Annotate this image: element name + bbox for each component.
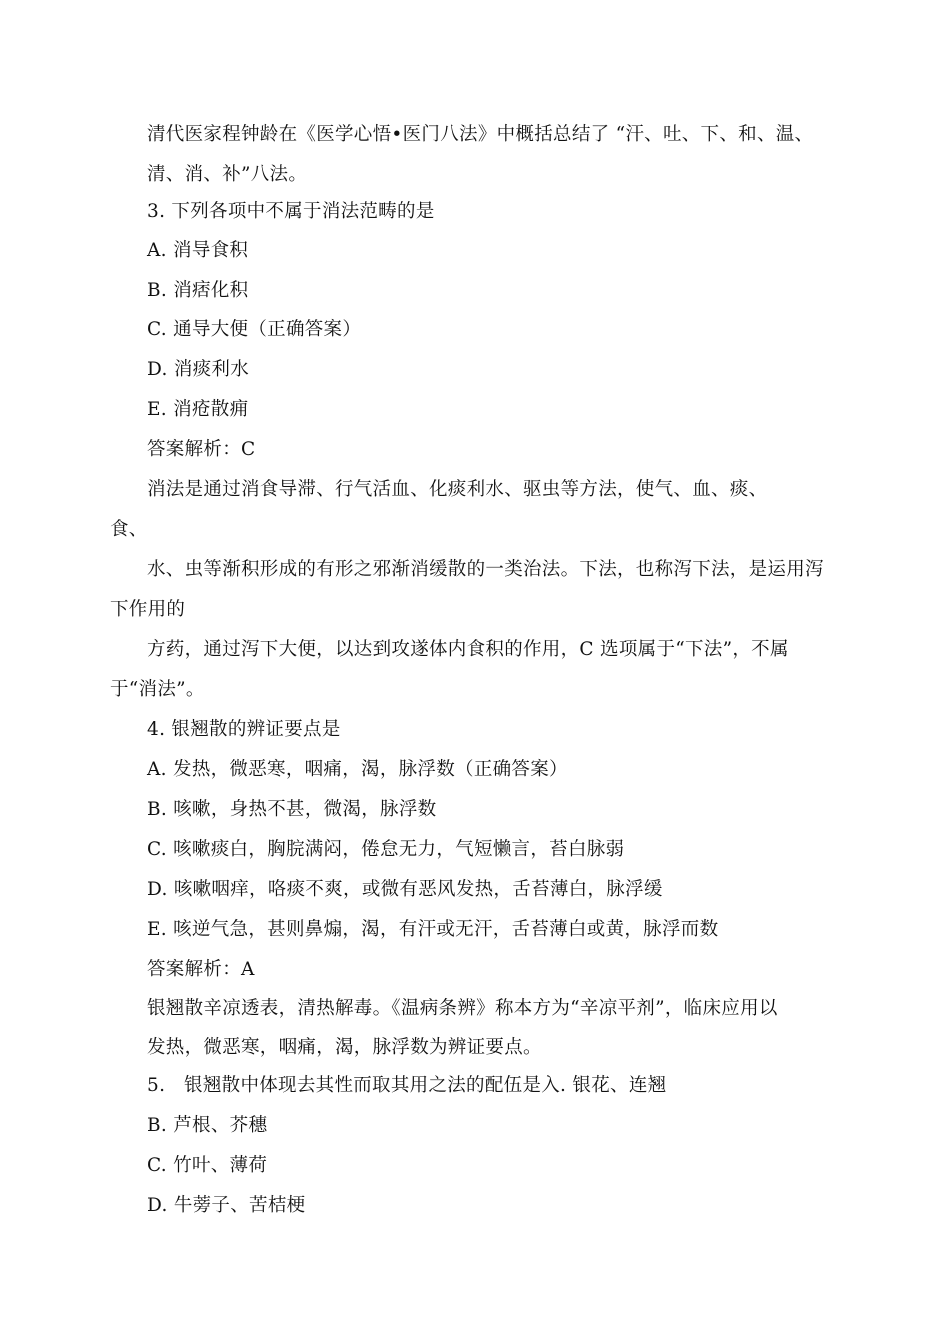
option-c: C. 咳嗽痰白，胸脘满闷，倦怠无力，气短懒言，苔白脉弱 bbox=[147, 839, 625, 860]
question-3-stem: 3. 下列各项中不属于消法范畴的是 bbox=[147, 201, 435, 222]
explanation-line: 下作用的 bbox=[110, 599, 186, 620]
text-line: 清代医家程钟龄在《医学心悟•医门八法》中概括总结了 “汗、吐、下、和、温、 bbox=[147, 124, 814, 145]
answer-label: 答案解析：A bbox=[147, 959, 255, 980]
explanation-line: 发热，微恶寒，咽痛，渴，脉浮数为辨证要点。 bbox=[147, 1037, 542, 1058]
option-e: E. 咳逆气急，甚则鼻煽，渴，有汗或无汗，舌苔薄白或黄，脉浮而数 bbox=[147, 919, 719, 940]
explanation-line: 方药，通过泻下大便，以达到攻遂体内食积的作用，C 选项属于“下法”，不属 bbox=[147, 639, 789, 660]
question-5-stem: 5. 银翘散中体现去其性而取其用之法的配伍是入. 银花、连翘 bbox=[147, 1075, 667, 1096]
option-d: D. 消痰利水 bbox=[147, 359, 250, 380]
option-b: B. 消痞化积 bbox=[147, 280, 249, 301]
option-a: A. 发热，微恶寒，咽痛，渴，脉浮数（正确答案） bbox=[147, 759, 568, 780]
explanation-line: 食、 bbox=[110, 519, 148, 540]
answer-label: 答案解析：C bbox=[147, 439, 256, 460]
option-b: B. 咳嗽，身热不甚，微渴，脉浮数 bbox=[147, 799, 437, 820]
option-d: D. 牛蒡子、苦桔梗 bbox=[147, 1195, 306, 1216]
option-d: D. 咳嗽咽痒，咯痰不爽，或微有恶风发热，舌苔薄白，脉浮缓 bbox=[147, 879, 663, 900]
text-line: 清、消、补”八法。 bbox=[147, 164, 308, 185]
option-c: C. 竹叶、薄荷 bbox=[147, 1155, 268, 1176]
explanation-line: 水、虫等渐积形成的有形之邪渐消缓散的一类治法。下法，也称泻下法，是运用泻 bbox=[147, 559, 824, 580]
explanation-line: 于“消法”。 bbox=[110, 679, 205, 700]
question-4-stem: 4. 银翘散的辨证要点是 bbox=[147, 719, 341, 740]
explanation-line: 消法是通过消食导滞、行气活血、化痰利水、驱虫等方法，使气、血、痰、 bbox=[147, 479, 768, 500]
option-b: B. 芦根、芥穗 bbox=[147, 1115, 268, 1136]
option-c: C. 通导大便（正确答案） bbox=[147, 319, 362, 340]
explanation-line: 银翘散辛凉透表，清热解毒。《温病条辨》称本方为“辛凉平剂”，临床应用以 bbox=[147, 998, 778, 1019]
option-e: E. 消疮散痈 bbox=[147, 399, 249, 420]
option-a: A. 消导食积 bbox=[147, 240, 249, 261]
